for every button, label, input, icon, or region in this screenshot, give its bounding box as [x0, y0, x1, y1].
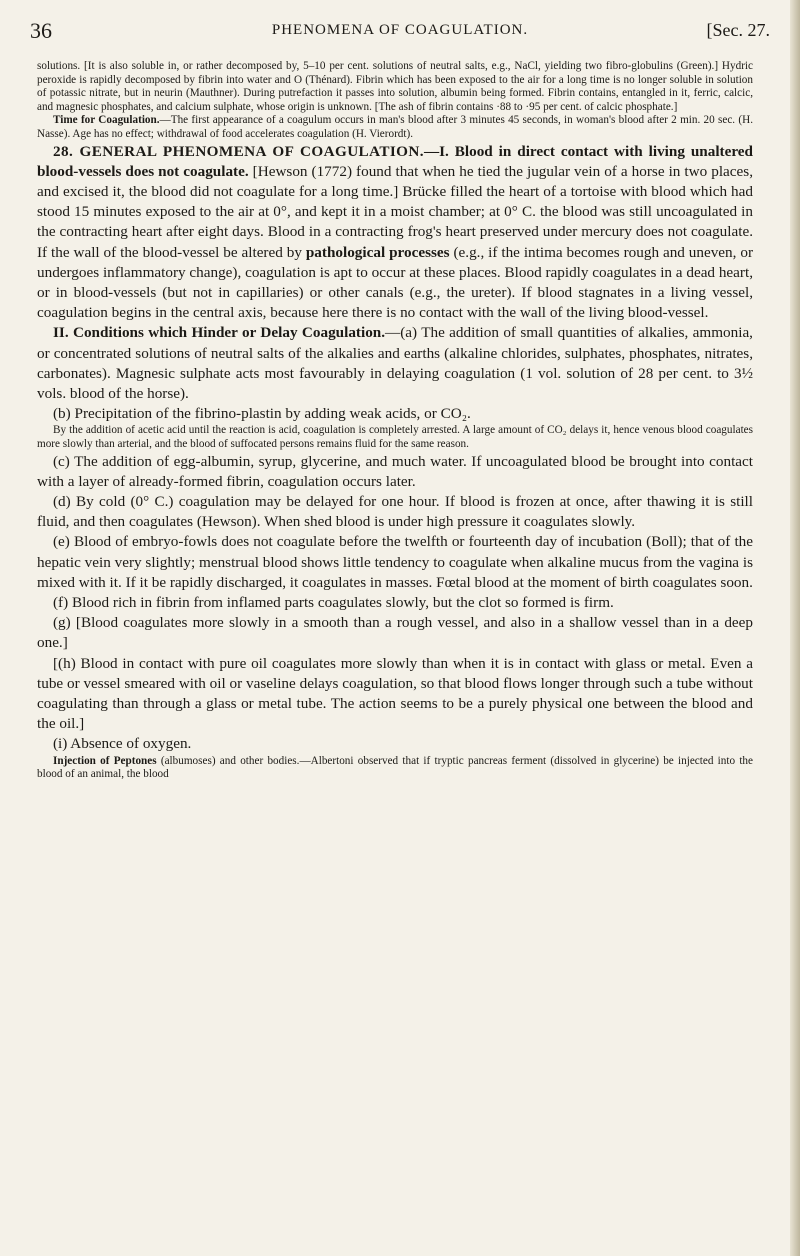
- item-f: (f) Blood rich in fibrin from inflamed parts coagulates slowly, but the clot so formed is firm.: [53, 594, 614, 612]
- item-h: [(h) Blood in contact with pure oil coagulates more slowly than when it is in contact with glass or metal. Even a tube or vessel smeared with oil or vaseline delays coagulation, so that blood flows longer through such a tube without coagulating than through a glass or metal tube. The action seems to be a purely physical one between the blood and the oil.]: [37, 654, 753, 733]
- item-b-note: By the addition of acetic acid until the reaction is acid, coagulation is completely arrested. A large amount of CO₂ delays it, hence venous blood coagulates more slowly than arterial, and the blood of suffocated persons remains fluid for the same reason.: [37, 424, 753, 450]
- conditions-paragraph: II. Conditions which Hinder or Delay Coagulation.—(a) The addition of small quantities of alkalies, ammonia, or concentrated solutions of neutral salts of the alkalies and earths (alkaline chlorides, sulphates, phosphates, nitrates, carbonates). Magnesic sulphate acts most favourably in delaying coagulation (1 vol. solution of 28 per cent. to 3½ vols. blood of the horse).: [37, 324, 753, 402]
- section-28-heading: 28. GENERAL PHENOMENA OF COAGULATION.: [53, 142, 424, 160]
- intro-paragraph: solutions. [It is also soluble in, or rather decomposed by, 5–10 per cent. solutions of neutral salts, e.g., NaCl, yielding two fibro-globulins (Green).] Hydric peroxide is rapidly decomposed by fibrin into water and O (Thénard). Fibrin which has been exposed to the air for a long time is no longer soluble in solution of potassic nitrate, but in neurin (Mauthner). During putrefaction it passes into solution, albumin being formed. Fibrin contains, entangled in it, ferric, calcic, and magnesic phosphates, and calcium sulphate, whose origin is unknown. [The ash of fibrin contains ·88 to ·95 per cent. of calcic phosphate.]: [37, 60, 753, 113]
- section-label: [Sec. 27.: [706, 20, 770, 40]
- pathological-processes-term: pathological processes: [305, 243, 450, 261]
- item-c: (c) The addition of egg-albumin, syrup, glycerine, and much water. If uncoagulated blood be brought into contact with a layer of already-formed fibrin, coagulation occurs later.: [37, 452, 753, 490]
- item-g: (g) [Blood coagulates more slowly in a smooth than a rough vessel, and also in a shallow vessel than in a deep one.]: [37, 614, 753, 652]
- item-d: (d) By cold (0° C.) coagulation may be delayed for one hour. If blood is frozen at once, after thawing it is still fluid, and then coagulates (Hewson). When shed blood is under high pressure it coagulates slowly.: [37, 493, 753, 531]
- running-title: PHENOMENA OF COAGULATION.: [271, 22, 529, 38]
- page-edge: [790, 0, 800, 1256]
- coagulation-time-paragraph: Time for Coagulation.—The first appearance of a coagulum occurs in man's blood after 3 minutes 45 seconds, in woman's blood after 2 min. 20 sec. (H. Nasse). Age has no effect; withdrawal of food accelerates coagulation (H. Vierordt).: [37, 114, 753, 140]
- injection-heading: Injection of Peptones: [53, 754, 157, 767]
- section-28-paragraph: 28. GENERAL PHENOMENA OF COAGULATION.—I. Blood in direct contact with living unaltered blood-vessels does not coagulate. [Hewson (1772) found that when he tied the jugular vein of a horse in two places, and excised it, the blood did not coagulate for a long time.] Brücke filled the heart of a tortoise with blood which had stood 15 minutes exposed to the air at 0°, and kept it in a moist chamber; at 0° C. the blood was still uncoagulated in the contracting heart after eight days. Blood in a contracting frog's heart preserved under mercury does not coagulate. If the wall of the blood-vessel be altered by pathological processes (e.g., if the intima becomes rough and uneven, or undergoes inflammatory change), coagulation is apt to occur at these places. Blood rapidly coagulates in a dead heart, or in blood-vessels (but not in capillaries) or other canals (e.g., the ureter). If blood stagnates in a living vessel, coagulation begins in the central axis, because here there is no contact with the wall of the living blood-vessel.: [37, 142, 754, 322]
- page-body: [37, 60, 753, 782]
- item-e: (e) Blood of embryo-fowls does not coagulate before the twelfth or fourteenth day of incubation (Boll); that of the hepatic vein very slightly; menstrual blood shows little tendency to coagulate when alkaline mucus from the vagina is mixed with it. If it be rapidly discharged, it coagulates in masses. Fœtal blood at the moment of birth coagulates soon.: [37, 533, 753, 591]
- conditions-heading: II. Conditions which Hinder or Delay Coagulation.: [53, 324, 386, 342]
- section-28-lead: —I. Blood in direct contact with living unaltered blood-vessels does not coagulate.: [37, 142, 753, 180]
- page-number: 36: [30, 18, 52, 43]
- injection-paragraph: Injection of Peptones (albumoses) and other bodies.—Albertoni observed that if tryptic pancreas ferment (dissolved in glycerine) be injected into the blood of an animal, the blood: [37, 754, 753, 781]
- item-b: (b) Precipitation of the fibrino-plastin by adding weak acids, or CO₂.: [53, 405, 471, 423]
- coagulation-time-heading: Time for Coagulation.: [53, 114, 160, 127]
- page-header: [30, 16, 770, 50]
- item-i: (i) Absence of oxygen.: [53, 735, 192, 753]
